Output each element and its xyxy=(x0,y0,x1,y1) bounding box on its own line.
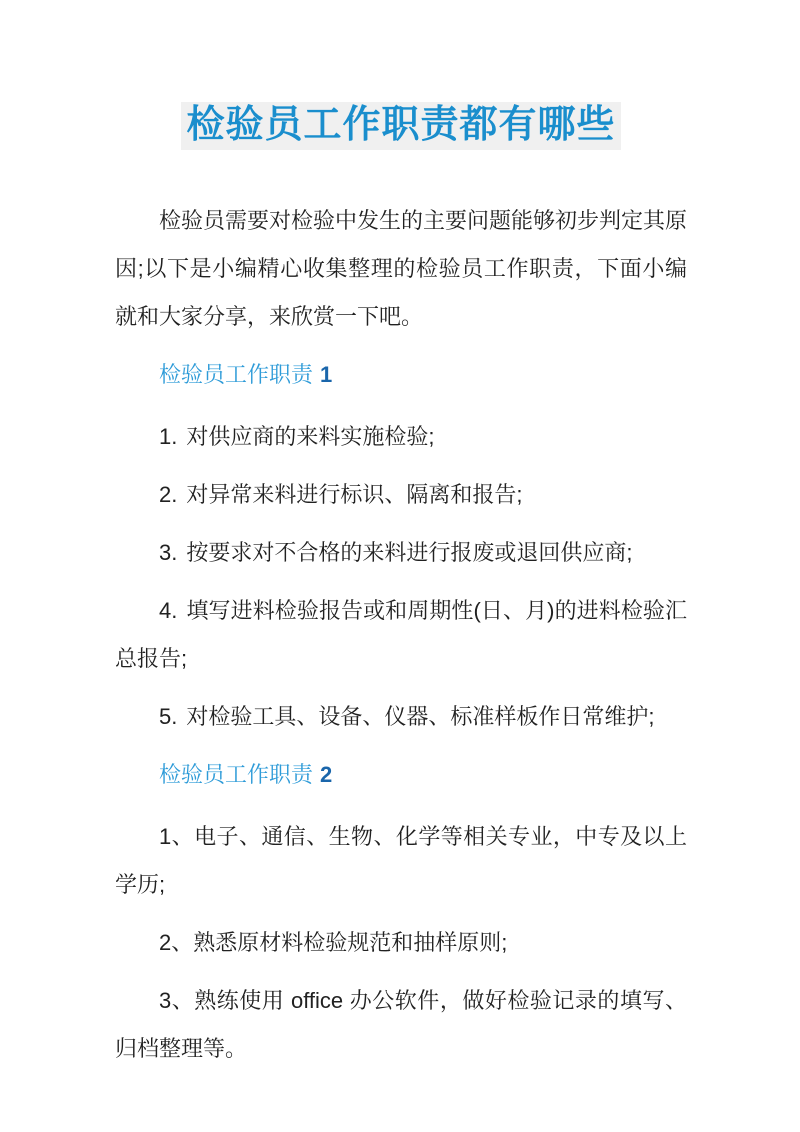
list-item xyxy=(115,977,687,1073)
item-text: 熟悉原材料检验规范和抽样原则; xyxy=(193,930,508,955)
item-number: 3、 xyxy=(159,988,195,1013)
page-title-text: 检验员工作职责都有哪些 xyxy=(181,102,620,150)
item-number: 1. xyxy=(159,424,178,449)
item-number: 5. xyxy=(159,704,178,729)
list-item xyxy=(115,471,687,519)
list-item xyxy=(115,413,687,461)
item-number: 2. xyxy=(159,482,178,507)
list-item xyxy=(115,529,687,577)
list-item xyxy=(115,919,687,967)
page-title xyxy=(115,0,687,154)
item-number: 4. xyxy=(159,598,178,623)
item-text: 对供应商的来料实施检验; xyxy=(186,424,435,449)
item-text: 电子、通信、生物、化学等相关专业，中专及以上学历; xyxy=(115,824,687,897)
section-heading xyxy=(115,751,687,799)
section-heading-number: 2 xyxy=(320,762,333,787)
list-item xyxy=(115,693,687,741)
list-item xyxy=(115,813,687,909)
item-text: 熟练使用 office 办公软件，做好检验记录的填写、归档整理等。 xyxy=(115,988,687,1061)
item-number: 2、 xyxy=(159,930,194,955)
item-text: 对检验工具、设备、仪器、标准样板作日常维护; xyxy=(186,704,655,729)
section-duties-2 xyxy=(115,751,687,1073)
list-item xyxy=(115,587,687,683)
item-number: 1、 xyxy=(159,824,195,849)
item-text: 填写进料检验报告或和周期性(日、月)的进料检验汇总报告; xyxy=(115,598,687,671)
item-number: 3. xyxy=(159,540,178,565)
section-heading-number: 1 xyxy=(320,362,333,387)
item-text: 对异常来料进行标识、隔离和报告; xyxy=(186,482,523,507)
section-duties-1 xyxy=(115,351,687,741)
section-heading xyxy=(115,351,687,399)
intro-paragraph: 检验员需要对检验中发生的主要问题能够初步判定其原因;以下是小编精心收集整理的检验员工作职责，下面小编就和大家分享，来欣赏一下吧。 xyxy=(115,208,688,329)
section-heading-label: 检验员工作职责 xyxy=(159,762,314,787)
item-text: 按要求对不合格的来料进行报废或退回供应商; xyxy=(186,540,633,565)
section-heading-label: 检验员工作职责 xyxy=(159,362,314,387)
